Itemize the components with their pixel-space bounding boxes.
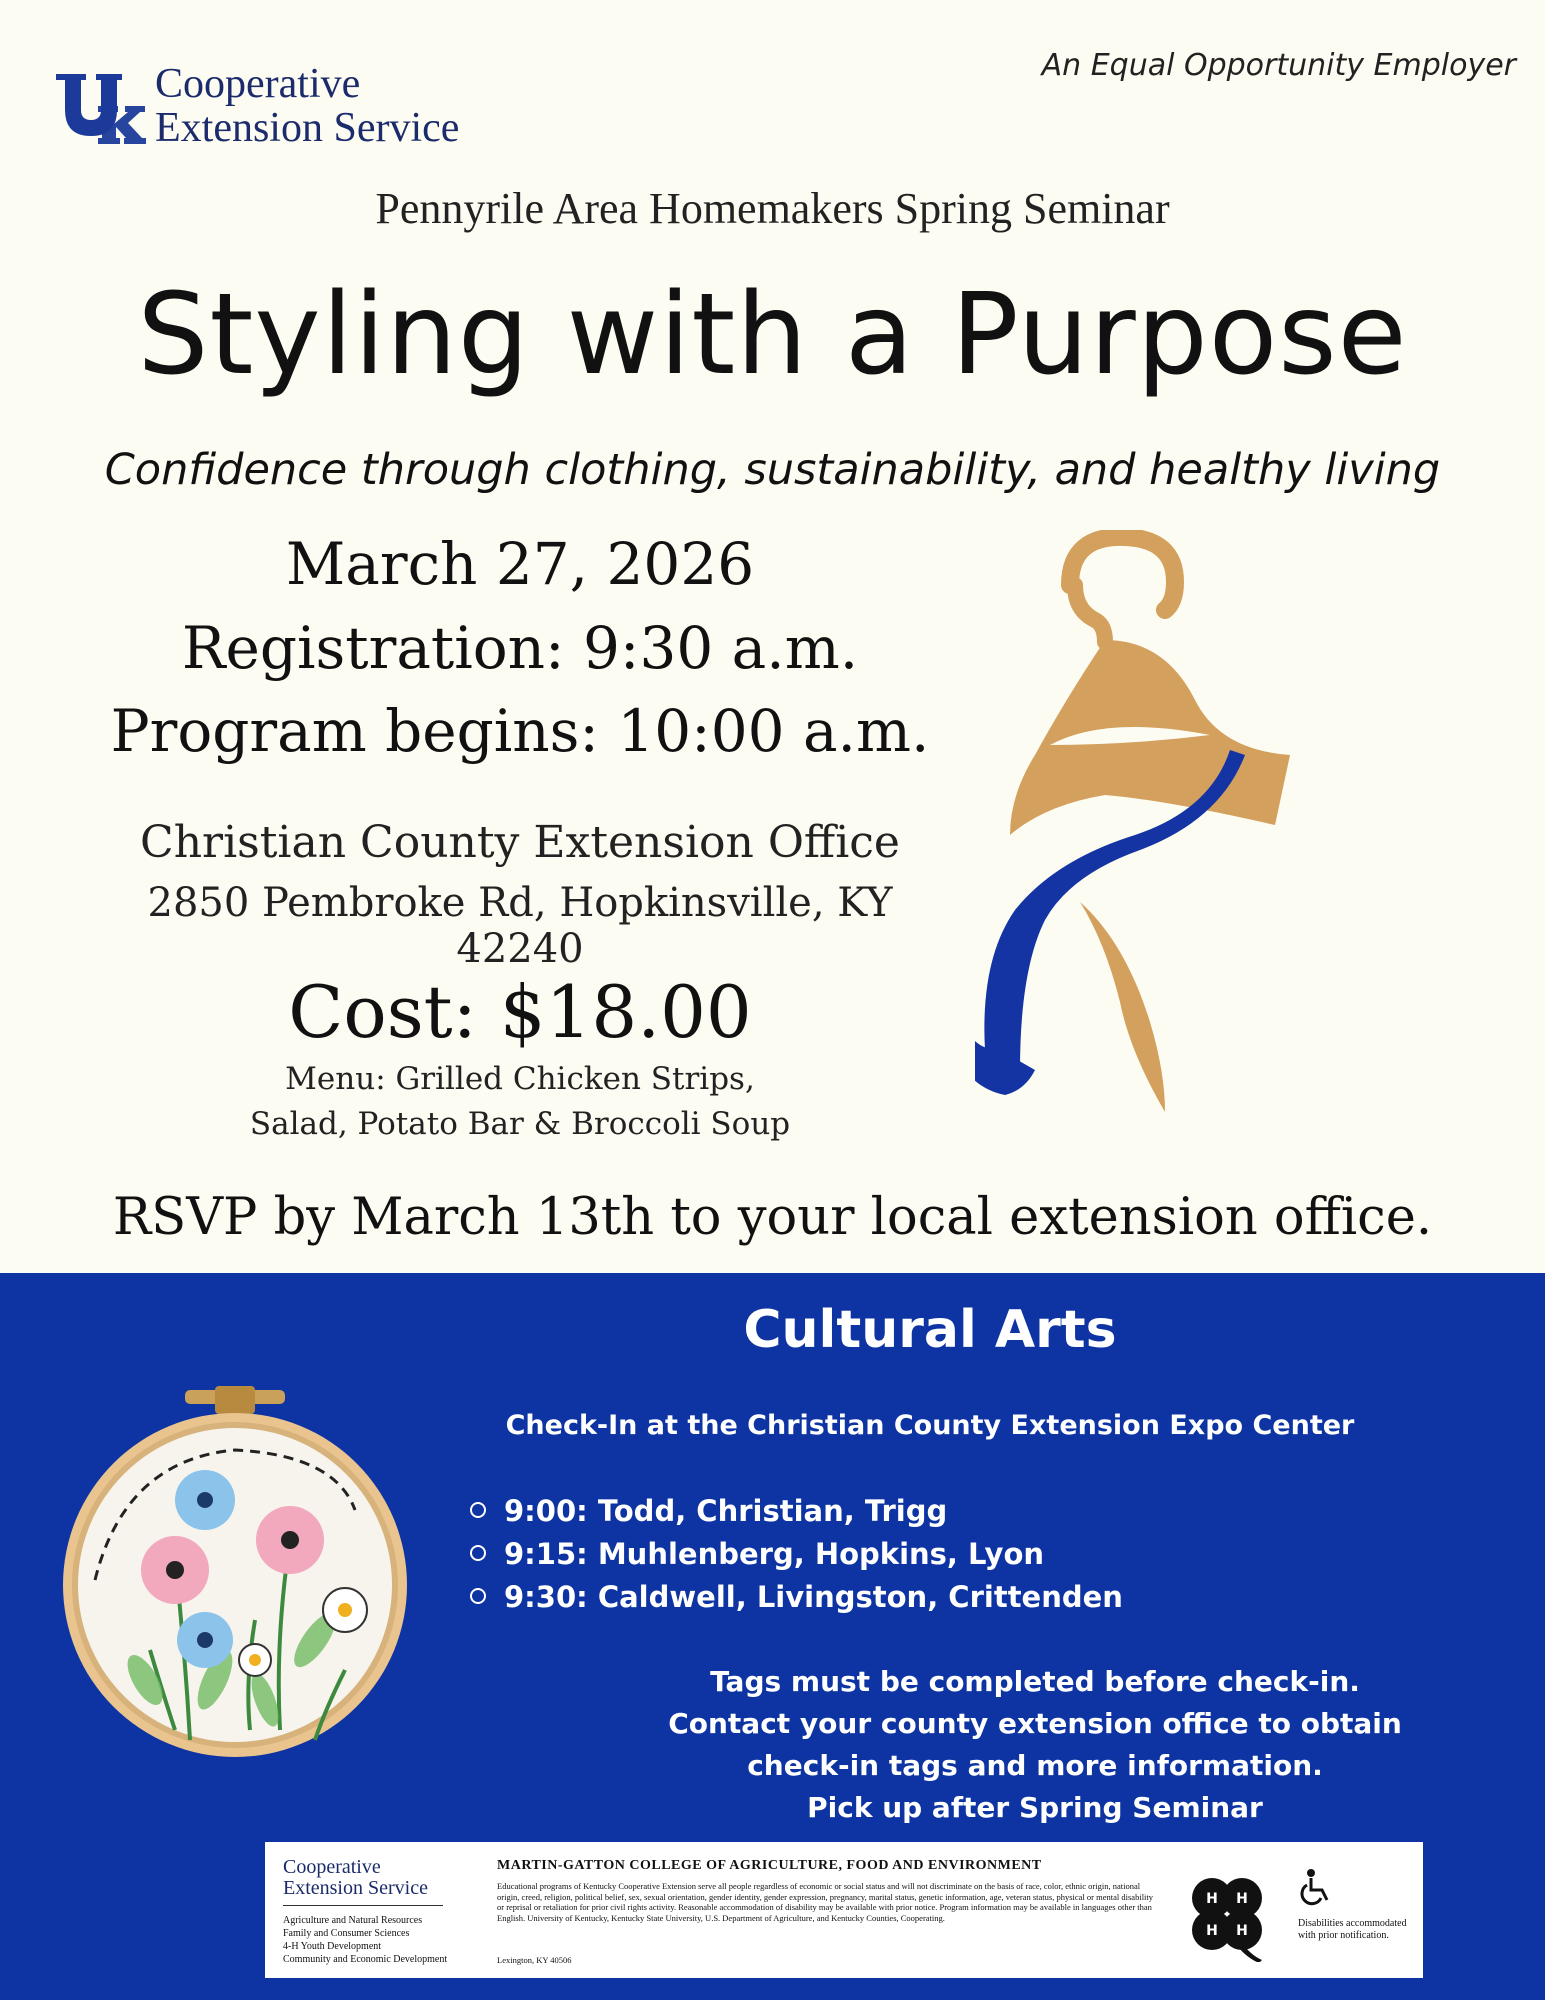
footer-college: MARTIN-GATTON COLLEGE OF AGRICULTURE, FOOD AND ENVIRONMENT — [497, 1858, 1042, 1873]
org-name — [155, 62, 459, 150]
accessibility-icon — [1298, 1868, 1332, 1906]
venue-name: Christian County Extension Office — [140, 817, 900, 868]
seminar-name: Pennyrile Area Homemakers Spring Seminar — [375, 184, 1170, 233]
tag-note-3: check-in tags and more information. — [747, 1749, 1323, 1782]
accessibility-note: Disabilities accommodated with prior notification. — [1298, 1918, 1407, 1941]
svg-text:H: H — [1206, 1891, 1218, 1907]
tag-note-1: Tags must be completed before check-in. — [710, 1665, 1360, 1698]
footer-divider — [283, 1905, 443, 1906]
four-h-clover-icon — [1180, 1868, 1274, 1962]
cultural-arts-heading: Cultural Arts — [743, 1300, 1117, 1360]
bullet-icon — [470, 1545, 486, 1561]
menu-line-2: Salad, Potato Bar & Broccoli Soup — [249, 1106, 791, 1142]
footer-units — [283, 1914, 447, 1966]
venue-address: 2850 Pembroke Rd, Hopkinsville, KY 42240 — [147, 880, 893, 972]
footer-unit: Family and Consumer Sciences — [283, 1928, 410, 1939]
org-name-line1: Cooperative — [155, 61, 361, 107]
org-name-line2: Extension Service — [155, 105, 460, 151]
tag-note-2: Contact your county extension office to obtain — [668, 1707, 1402, 1740]
list-item — [470, 1533, 1123, 1576]
bullet-icon — [470, 1588, 486, 1604]
subtitle: Confidence through clothing, sustainability, and healthy living — [104, 445, 1441, 495]
slot-text: 9:30: Caldwell, Livingston, Crittenden — [504, 1580, 1123, 1614]
footer-legal-text: Educational programs of Kentucky Cooperative Extension serve all people regardless of economic or social status and will not discriminate on the basis of race, color, ethnic origin, national origin, creed, religion, political belief, sex, sexual orientation, gender identity, gender expression, pregnancy, marital status, genetic information, age, veteran status, physical or mental disability or reprisal or retaliation for prior civil rights activity. Reasonable accommodation of disability may be available with prior notice. Program information may be available in languages other than English. University of Kentucky, Kentucky State University, U.S. Department of Agriculture, and Kentucky Counties, Cooperating. — [497, 1881, 1154, 1923]
slot-text: 9:15: Muhlenberg, Hopkins, Lyon — [504, 1537, 1045, 1571]
svg-text:H: H — [1236, 1891, 1248, 1907]
uk-logo-icon — [54, 70, 146, 146]
embroidery-hoop-icon — [55, 1380, 435, 1760]
footer-org-name — [283, 1857, 428, 1899]
event-cost: Cost: $18.00 — [288, 970, 752, 1054]
footer-city: Lexington, KY 40506 — [497, 1955, 572, 1965]
footer-unit: 4-H Youth Development — [283, 1941, 382, 1952]
checkin-location: Check-In at the Christian County Extension Expo Center — [505, 1410, 1355, 1441]
menu-line-1: Menu: Grilled Chicken Strips, — [285, 1061, 755, 1097]
footer-unit: Agriculture and Natural Resources — [283, 1915, 423, 1926]
list-item — [470, 1576, 1123, 1619]
footer-unit: Community and Economic Development — [283, 1954, 448, 1965]
bullet-icon — [470, 1502, 486, 1518]
footer-org-line1: Cooperative — [283, 1856, 381, 1878]
event-date: March 27, 2026 — [285, 530, 755, 598]
equal-opportunity-note: An Equal Opportunity Employer — [1041, 48, 1516, 83]
svg-text:H: H — [1206, 1923, 1218, 1939]
page-title: Styling with a Purpose — [137, 270, 1408, 400]
hanger-icon — [975, 530, 1475, 1150]
footer-org-line2: Extension Service — [283, 1877, 428, 1899]
registration-time: Registration: 9:30 a.m. — [181, 614, 859, 682]
checkin-schedule — [470, 1490, 1123, 1619]
slot-text: 9:00: Todd, Christian, Trigg — [504, 1494, 948, 1528]
tag-note-4: Pick up after Spring Seminar — [807, 1791, 1263, 1824]
rsvp-note: RSVP by March 13th to your local extension office. — [112, 1188, 1433, 1247]
svg-text:H: H — [1236, 1923, 1248, 1939]
program-time: Program begins: 10:00 a.m. — [110, 697, 930, 765]
list-item — [470, 1490, 1123, 1533]
